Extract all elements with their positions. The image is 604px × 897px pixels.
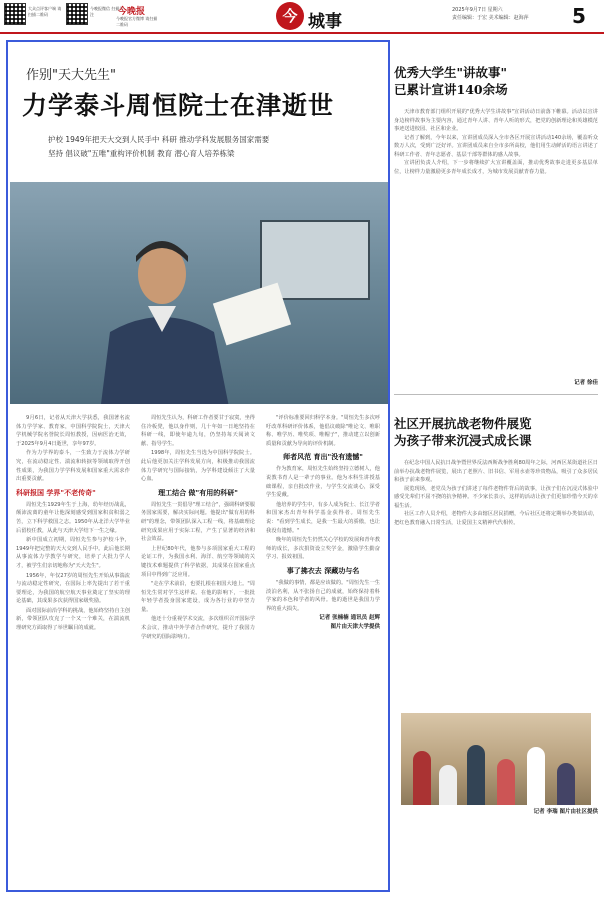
qr-caption: 大众点评客户端 请扫描二维码 <box>28 6 62 17</box>
dateline <box>452 6 552 22</box>
article-paragraph: 周恒先生认为，科研工作者要甘于寂寞，坐得住冷板凳，他以身作则，几十年如一日地坚持在科研一线，即使年逾九旬，仍坚持每天阅读文献、指导学生。 <box>141 415 255 447</box>
article-body <box>16 414 384 884</box>
article-paragraph: 他培养的学生中，有多人成为院士、长江学者和国家杰出青年科学基金获得者。周恒先生说："看到学生成长，是我一生最大的骄傲，也让我没有遗憾。" <box>266 501 380 534</box>
person-figure-icon <box>557 763 575 805</box>
article-paragraph: 1998年，周恒先生当选为中国科学院院士。此后他更加关注学科发展方向，积极推动我国流体力学研究与国际接轨，为学科建设倾注了大量心血。 <box>141 450 255 483</box>
person-figure-icon <box>413 751 431 805</box>
section-heading: 师者风范 育出"没有遗憾" <box>283 453 363 462</box>
side-article[interactable] <box>394 403 598 815</box>
article-column <box>16 414 130 884</box>
side-article-title: 为孩子带来沉浸式成长课 <box>394 433 532 448</box>
article-subhead: 护校 1949年把天大交到人民手中 科研 推动学科发展服务国家需要 <box>48 135 270 144</box>
qr-caption: 今晚报微信 扫描关注 <box>90 6 124 17</box>
side-article[interactable] <box>394 40 598 386</box>
article-paragraph: 1956年，年仅27岁的周恒先生开始从事湍流与流动稳定性研究，在国际上率先提出了若干重要理论，为我国的航空航天事业奠定了坚实的理论基础，其成果多次获得国家级奖励。 <box>16 572 130 605</box>
article-paragraph: 9月6日，记者从天津大学获悉，我国著名流体力学学家、教育家，中国科学院院士，天津大学机械学院名誉院长周恒教授，因病医治无效，于2025年9月4日逝世，享年97岁。 <box>16 415 130 447</box>
main-article[interactable] <box>6 40 390 892</box>
article-subhead: 坚持 倡议破"五唯"重构评价机制 教育 潜心育人培养栋梁 <box>48 149 235 158</box>
section-divider <box>394 394 598 395</box>
article-paragraph: 周恒先生1929年生于上海，幼年经历战乱，颠沛流离的童年让他深刻感受到国家积贫积弱之苦，立下科学救国之志。1950年从北洋大学毕业后留校任教，从此与天津大学结下一生之缘。 <box>16 501 130 534</box>
right-column <box>394 40 598 815</box>
article-paragraph: 周恒先生一贯倡导"理工结合"，强调科研要服务国家需要，解决实际问题。他提出"做有用的科研"的理念，带领团队深入工程一线，将基础理论研究成果应用于实际工程，产生了显著的经济和社会效益。 <box>141 501 255 543</box>
article-paragraph: "评价标准要回归科学本身。"周恒先生多次呼吁改革科研评价体系，他倡议破除"唯论文、唯职称、唯学历、唯奖项、唯帽子"，推动建立以创新质量和贡献为导向的评价机制。 <box>266 415 380 447</box>
page-masthead <box>0 0 604 34</box>
side-article-paragraph: 在纪念中国人民抗日战争暨世界反法西斯战争胜利80周年之际，河西区某街道社区日前举办抗战老物件展览，展出了老照片、旧书信、军用水壶等珍贵物品，吸引了众多居民和孩子前来参观。 <box>394 460 598 483</box>
article-kicker: 作别"天大先生" <box>26 68 116 83</box>
side-article-title: 社区开展抗战老物件展览 <box>394 416 532 431</box>
person-figure-icon <box>497 759 515 805</box>
section-title: 城事 <box>308 12 342 32</box>
side-article-credit: 记者 李瑞 图片由社区提供 <box>533 809 598 815</box>
person-figure-icon <box>527 747 545 805</box>
article-paragraph: "走在学术前沿，也要扎根在祖国大地上。"周恒先生常对学生这样说。在他的影响下，一批批年轻学者投身国家建设，成为各行业的中坚力量。 <box>141 581 255 613</box>
side-article-paragraph: 记者了解到，今年以来，宣讲团成员深入全市各区开展宣讲活动140余场，覆盖听众数万人次，受到广泛好评。宣讲团成员来自全市多所高校，他们用生动鲜活的语言讲述了科研工作者、青年志愿者、基层干部等群体的感人故事。 <box>394 134 598 158</box>
article-headline: 力学泰斗周恒院士在津逝世 <box>22 91 335 120</box>
newspaper-logo: 今晚报 <box>118 7 146 17</box>
side-article-body <box>394 108 598 376</box>
event-photo[interactable] <box>401 713 591 805</box>
logo-caption: 今晚报官方微博 请扫描二维码 <box>116 16 158 27</box>
article-paragraph: 晚年的周恒先生仍然关心学校的发展和青年教师的成长，多次捐资设立奖学金，激励学生勤奋学习、报效祖国。 <box>266 537 380 561</box>
side-article-title: 优秀大学生"讲故事" <box>394 65 508 80</box>
article-column <box>266 414 380 884</box>
article-photo[interactable] <box>10 182 388 404</box>
article-paragraph: 他还十分重视学术交流，多次组织召开国际学术会议，推动中外学者合作研究，提升了我国力学研究的国际影响力。 <box>141 616 255 640</box>
side-article-paragraph: 宣讲团负责人介绍，下一步将继续扩大宣讲覆盖面，推动优秀故事走进更多基层单位，让榜样力量激励更多青年成长成才，为城市发展贡献青春力量。 <box>394 160 598 175</box>
side-article-paragraph: 天津市教育部门组织开展的"优秀大学生讲故事"宣讲活动日前落下帷幕。活动以宣讲身边榜样故事为主要内容，通过青年人讲、青年人听的形式，把党的创新理论和英雄模范事迹送进校园、社区和企业。 <box>394 109 598 132</box>
section-heading: 理工结合 做"有用的科研" <box>158 488 238 497</box>
person-figure-icon <box>439 765 457 805</box>
qr-code-icon <box>66 3 88 25</box>
article-byline: 图片由天津大学提供 <box>330 624 380 631</box>
side-article-credit: 记者 徐佳 <box>574 380 598 386</box>
article-paragraph: 作为力学界的泰斗，一生致力于流体力学研究，在流动稳定性、湍流和转捩等领域取得开创性成果，为我国力学学科发展和国家重大需求作出重要贡献。 <box>16 450 130 483</box>
side-article-paragraph: 展览现场，老党员为孩子们讲述了每件老物件背后的故事，让孩子们在沉浸式体验中感受先辈们不屈不挠的抗争精神。不少家长表示，这样的活动让孩子们更加珍惜今天的幸福生活。 <box>394 485 598 509</box>
side-article-title: 已累计宣讲140余场 <box>394 82 508 97</box>
article-column <box>141 414 255 884</box>
editor-text: 责任编辑：于宏 美术编辑：赵海萍 <box>452 15 529 21</box>
article-paragraph: 上世纪80年代，他参与多项国家重大工程的论证工作，为我国水利、海洋、航空等领域的关键技术难题提供了科学依据，其成果在国家重点项目中得到广泛应用。 <box>141 545 255 578</box>
person-figure-icon <box>467 745 485 805</box>
section-badge: 今 <box>276 2 304 30</box>
qr-code-icon <box>4 3 26 25</box>
section-heading: 事了拂衣去 深藏功与名 <box>286 566 360 575</box>
side-article-paragraph: 社区工作人员介绍，老物件大多由辖区居民捐赠，今后社区还将定期举办类似活动，把红色教育融入日常生活，让爱国主义精神代代相传。 <box>394 511 598 526</box>
section-heading: 科研报国 学界"不老传奇" <box>16 488 96 497</box>
page-number: 5 <box>572 4 586 28</box>
article-paragraph: "我做的事情，都是应该做的。"周恒先生一生淡泊名利，从不张扬自己的成就，始终保持着科学家的本色和学者的风骨。他的逝世是我国力学界的重大损失。 <box>266 579 380 612</box>
article-byline: 记者 张楠楠 通讯员 赵辉 <box>319 615 380 622</box>
side-article-body <box>394 459 598 707</box>
article-paragraph: 作为教育家，周恒先生始终坚持立德树人，他说教书育人是一辈子的事业。他为本科生讲授基础课程，亲自批改作业，与学生交流谈心，深受学生爱戴。 <box>266 466 380 499</box>
date-text: 2025年9月7日 星期六 <box>452 7 503 13</box>
article-paragraph: 面对国际前沿学科的挑战，他始终坚持自主创新，带领团队攻克了一个又一个难关，在湍流机理研究方面取得了举世瞩目的成就。 <box>16 607 130 632</box>
article-paragraph: 新中国成立初期，周恒先生参与护校斗争，1949年把完整的天大交到人民手中。此后他长期从事流体力学教学与研究，培养了大批力学人才，被学生们亲切地称为"天大先生"。 <box>16 537 130 569</box>
